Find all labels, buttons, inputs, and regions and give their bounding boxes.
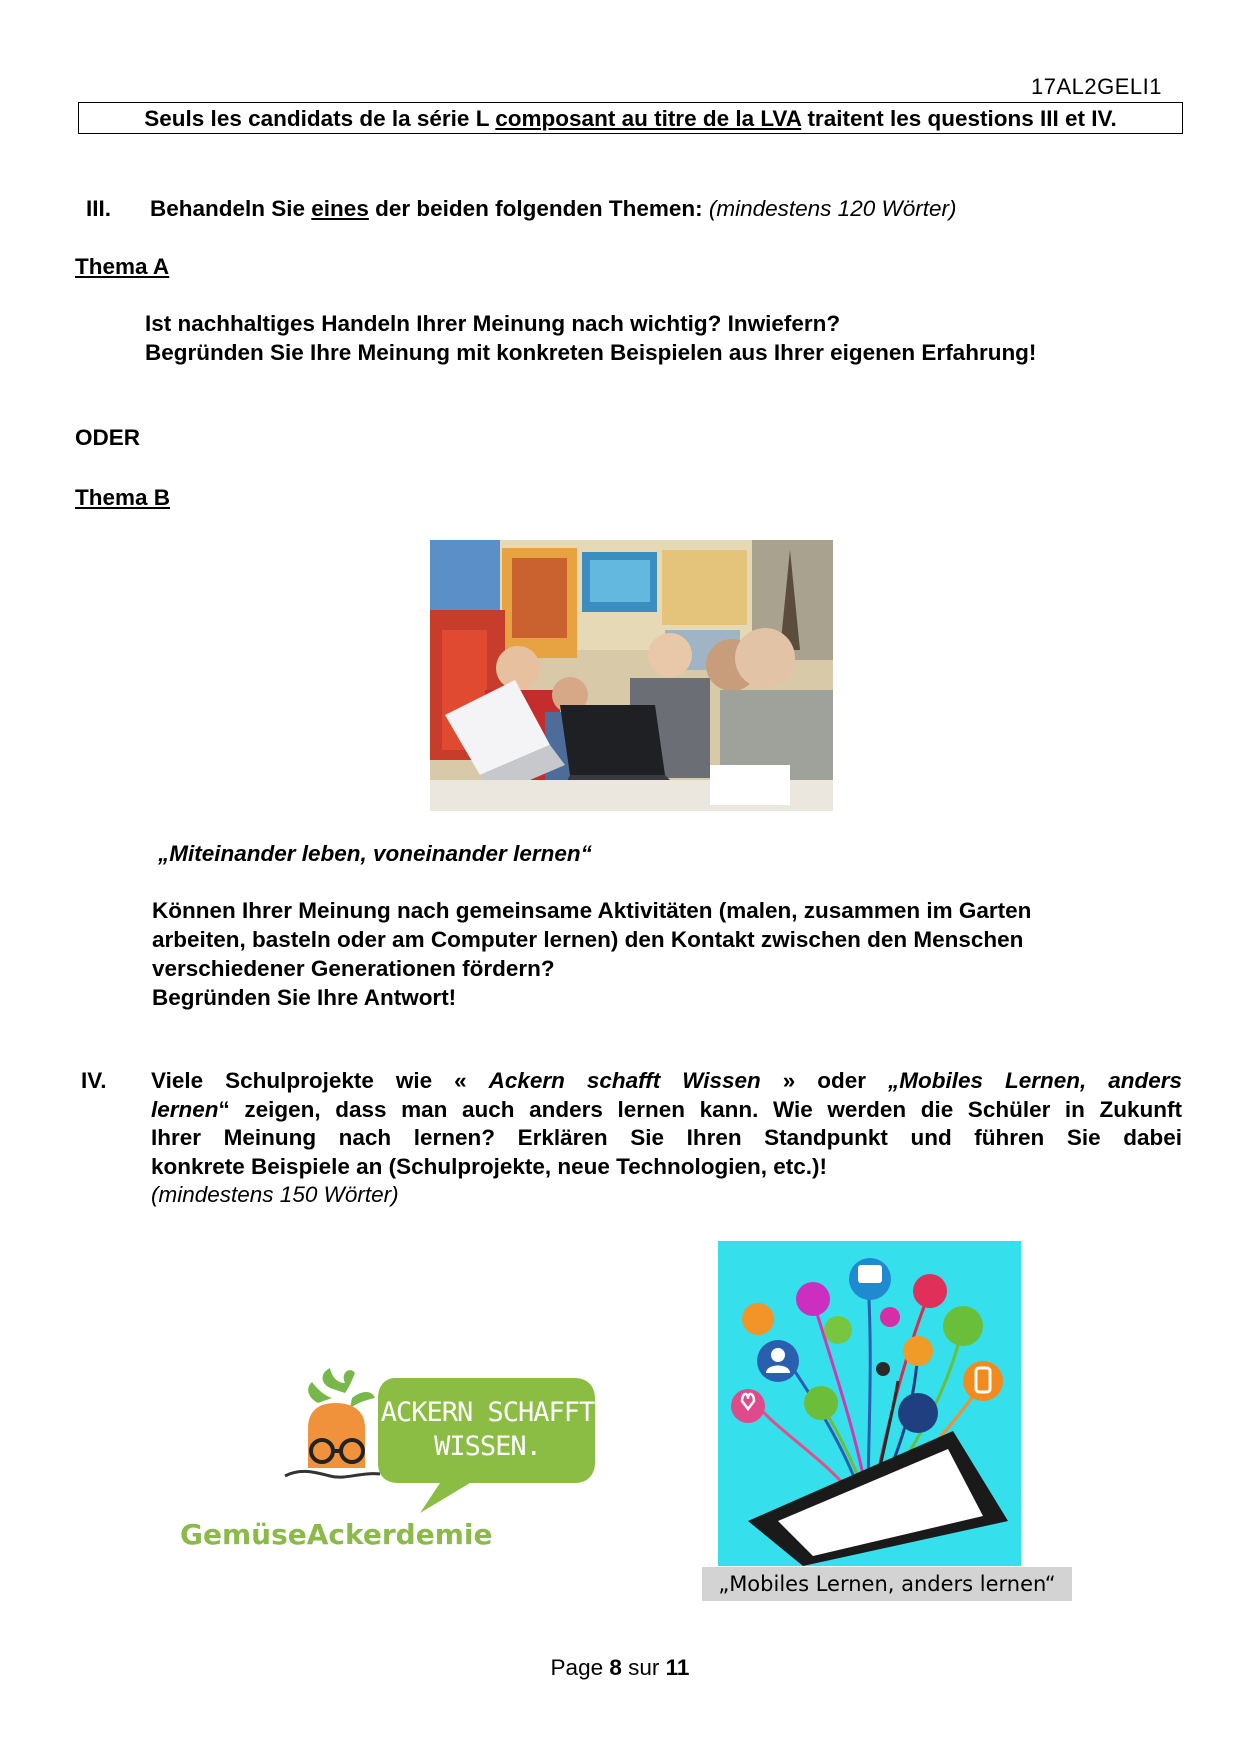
banner-text-underlined: composant au titre de la LVA <box>495 106 802 131</box>
section-4-number: IV. <box>81 1068 107 1093</box>
logo-bubble-line-1: ACKERN SCHAFFT <box>380 1397 595 1428</box>
logo-bubble-text <box>380 1396 595 1464</box>
classroom-photo <box>430 540 833 811</box>
thema-b-line-2: arbeiten, basteln oder am Computer lernen) den Kontakt zwischen den Menschen <box>152 927 1024 952</box>
project-mobiles-name-end: lernen <box>151 1096 219 1122</box>
thema-a-instruction: Begründen Sie Ihre Meinung mit konkreten Beispielen aus Ihrer eigenen Erfahrung! <box>145 340 1037 365</box>
section-4-line-4: konkrete Beispiele an (Schulprojekte, neue Technologien, etc.)! <box>151 1153 827 1179</box>
section-4-line-3: Ihrer Meinung nach lernen? Erklären Sie Ihren Standpunkt und führen Sie dabei <box>151 1125 1182 1150</box>
thema-b-line-3: verschiedener Generationen fördern? <box>152 956 555 981</box>
footer-page-total: 11 <box>665 1655 690 1680</box>
candidate-banner <box>78 102 1183 134</box>
thema-b-line-4: Begründen Sie Ihre Antwort! <box>152 985 457 1010</box>
footer-page-number: 8 <box>609 1655 622 1680</box>
footer-page-label: Page <box>550 1655 610 1680</box>
banner-text-pre: Seuls les candidats de la série L <box>144 106 496 131</box>
thema-b-line-1: Können Ihrer Meinung nach gemeinsame Aktivitäten (malen, zusammen im Garten <box>152 898 1032 923</box>
banner-text-post: traitent les questions III et IV. <box>801 106 1117 131</box>
section-4-line-2 <box>151 1096 1182 1125</box>
project-ackern-name: Ackern schafft Wissen <box>488 1068 761 1093</box>
oder-label: ODER <box>75 425 141 450</box>
section-4-l1-c: » oder <box>760 1068 888 1093</box>
logo-brand: GemüseAckerdemie <box>180 1518 493 1551</box>
section-4-line-1 <box>151 1067 1182 1096</box>
section-4-l2-b: “ zeigen, dass man auch anders lernen kann. Wie werden die Schüler in Zukunft <box>218 1096 1182 1122</box>
section-3-number: III. <box>86 196 112 221</box>
section-3-instruction <box>150 196 956 222</box>
section-3-word-count: (mindestens 120 Wörter) <box>702 196 957 221</box>
thema-a-title: Thema A <box>75 254 170 279</box>
section-3-instr-pre: Behandeln Sie <box>150 196 312 221</box>
section-4-word-count: (mindestens 150 Wörter) <box>151 1182 399 1207</box>
document-code: 17AL2GELI1 <box>1031 74 1162 99</box>
mobile-learning-illustration <box>718 1241 1021 1566</box>
gemuese-ackerdemie-logo <box>180 1368 610 1573</box>
logo-bubble-line-2: WISSEN. <box>434 1431 541 1462</box>
thema-b-title: Thema B <box>75 485 171 510</box>
mobile-learning-caption: „Mobiles Lernen, anders lernen“ <box>702 1567 1072 1601</box>
section-4-text <box>151 1067 1182 1210</box>
thema-a-question: Ist nachhaltiges Handeln Ihrer Meinung nach wichtig? Inwiefern? <box>145 311 841 336</box>
project-mobiles-name: „Mobiles Lernen, anders <box>887 1068 1182 1093</box>
section-3-instr-underlined: eines <box>311 196 369 221</box>
footer-sur-label: sur <box>621 1655 666 1680</box>
section-3-instr-post: der beiden folgenden Themen: <box>368 196 703 221</box>
thema-b-quote: „Miteinander leben, voneinander lernen“ <box>158 841 592 866</box>
section-4-l1-a: Viele Schulprojekte wie « <box>151 1068 489 1093</box>
page-footer <box>0 1655 1240 1681</box>
